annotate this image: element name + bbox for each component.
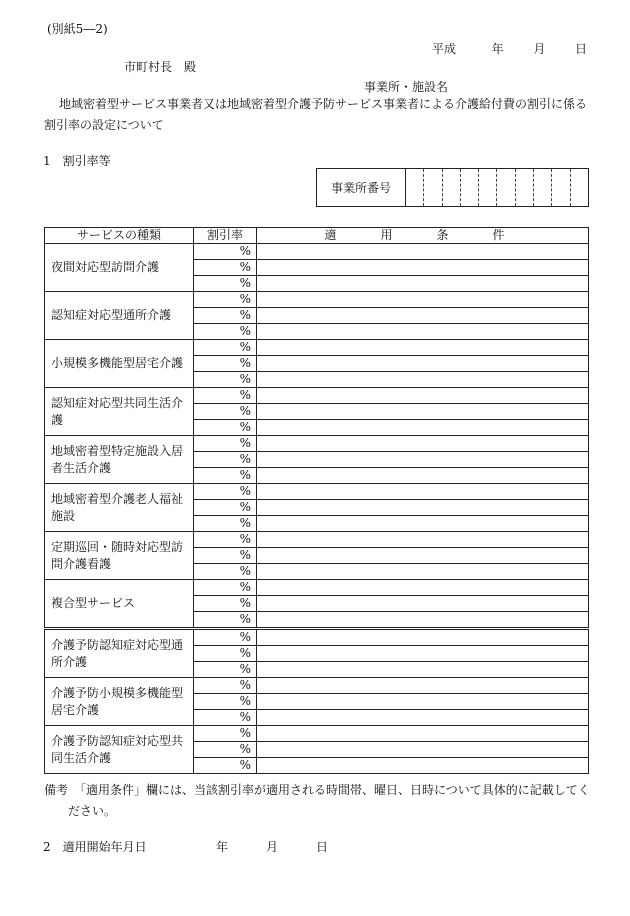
- table-row: [45, 532, 589, 548]
- conditions-header: 適 用 条 件: [257, 228, 589, 244]
- start-year-label: 年: [216, 840, 229, 854]
- discount-rate-cell[interactable]: %: [194, 356, 257, 372]
- condition-cell[interactable]: [257, 646, 589, 662]
- condition-cell[interactable]: [257, 276, 589, 292]
- condition-cell[interactable]: [257, 308, 589, 324]
- condition-cell[interactable]: [257, 500, 589, 516]
- start-month-label: 月: [266, 840, 279, 854]
- addressee: 市町村長 殿: [124, 60, 197, 74]
- condition-cell[interactable]: [257, 324, 589, 340]
- discount-rate-cell[interactable]: %: [194, 548, 257, 564]
- service-type-cell: 介護予防小規模多機能型居宅介護: [45, 678, 194, 726]
- table-row: [45, 629, 589, 646]
- condition-cell[interactable]: [257, 244, 589, 260]
- condition-cell[interactable]: [257, 388, 589, 404]
- condition-cell[interactable]: [257, 532, 589, 548]
- discount-rate-cell[interactable]: %: [194, 452, 257, 468]
- discount-rate-cell[interactable]: %: [194, 484, 257, 500]
- service-type-cell: 地域密着型特定施設入居者生活介護: [45, 436, 194, 484]
- table-row: [45, 678, 589, 694]
- date-era: 平成: [432, 42, 457, 56]
- discount-rate-cell[interactable]: %: [194, 580, 257, 596]
- discount-rate-cell[interactable]: %: [194, 694, 257, 710]
- table-row: [45, 244, 589, 260]
- table-row: [45, 726, 589, 742]
- condition-cell[interactable]: [257, 662, 589, 678]
- condition-cell[interactable]: [257, 612, 589, 629]
- condition-cell[interactable]: [257, 678, 589, 694]
- condition-cell[interactable]: [257, 726, 589, 742]
- condition-cell[interactable]: [257, 372, 589, 388]
- form-number: (別紙5―2): [47, 22, 108, 36]
- service-type-cell: 介護予防認知症対応型共同生活介護: [45, 726, 194, 774]
- condition-cell[interactable]: [257, 420, 589, 436]
- condition-cell[interactable]: [257, 404, 589, 420]
- section-2-title: 2 適用開始年月日: [43, 840, 147, 854]
- table-row: [45, 292, 589, 308]
- discount-rate-cell[interactable]: %: [194, 564, 257, 580]
- office-number-field[interactable]: [316, 168, 589, 207]
- discount-rate-cell[interactable]: %: [194, 292, 257, 308]
- start-date: [216, 838, 328, 855]
- condition-cell[interactable]: [257, 758, 589, 774]
- remarks-note: 備考 「適用条件」欄には、当該割引率が適用される時間帯、曜日、日時について具体的に記載してください。: [44, 783, 590, 818]
- date-year-label: 年: [491, 42, 504, 56]
- service-type-cell: 複合型サービス: [45, 580, 194, 629]
- condition-cell[interactable]: [257, 292, 589, 308]
- discount-rate-cell[interactable]: %: [194, 532, 257, 548]
- discount-rate-cell[interactable]: %: [194, 596, 257, 612]
- submission-date: [432, 40, 587, 57]
- service-type-cell: 認知症対応型通所介護: [45, 292, 194, 340]
- office-number-label: 事業所番号: [317, 169, 406, 206]
- condition-cell[interactable]: [257, 629, 589, 646]
- discount-rate-cell[interactable]: %: [194, 260, 257, 276]
- table-row: [45, 388, 589, 404]
- table-row: [45, 484, 589, 500]
- discount-rate-cell[interactable]: %: [194, 629, 257, 646]
- condition-cell[interactable]: [257, 452, 589, 468]
- discount-rate-cell[interactable]: %: [194, 324, 257, 340]
- discount-rate-cell[interactable]: %: [194, 404, 257, 420]
- condition-cell[interactable]: [257, 436, 589, 452]
- condition-cell[interactable]: [257, 596, 589, 612]
- condition-cell[interactable]: [257, 694, 589, 710]
- condition-cell[interactable]: [257, 548, 589, 564]
- service-type-cell: 地域密着型介護老人福祉施設: [45, 484, 194, 532]
- discount-rate-cell[interactable]: %: [194, 436, 257, 452]
- service-type-cell: 小規模多機能型居宅介護: [45, 340, 194, 388]
- condition-cell[interactable]: [257, 710, 589, 726]
- condition-cell[interactable]: [257, 516, 589, 532]
- discount-rate-cell[interactable]: %: [194, 500, 257, 516]
- section-1-title: 1 割引率等: [43, 154, 111, 168]
- discount-rate-cell[interactable]: %: [194, 340, 257, 356]
- service-type-cell: 認知症対応型共同生活介護: [45, 388, 194, 436]
- discount-rate-cell[interactable]: %: [194, 244, 257, 260]
- condition-cell[interactable]: [257, 564, 589, 580]
- discount-rate-header: 割引率: [194, 228, 257, 244]
- discount-rate-cell[interactable]: %: [194, 678, 257, 694]
- discount-rate-cell[interactable]: %: [194, 308, 257, 324]
- discount-rate-cell[interactable]: %: [194, 468, 257, 484]
- discount-rate-cell[interactable]: %: [194, 420, 257, 436]
- office-name-label: 事業所・施設名: [364, 80, 449, 94]
- discount-rate-cell[interactable]: %: [194, 516, 257, 532]
- table-row: [45, 580, 589, 596]
- table-row: [45, 436, 589, 452]
- table-row: [45, 340, 589, 356]
- discount-rate-cell[interactable]: %: [194, 276, 257, 292]
- condition-cell[interactable]: [257, 580, 589, 596]
- discount-rate-cell[interactable]: %: [194, 742, 257, 758]
- discount-rate-cell[interactable]: %: [194, 646, 257, 662]
- service-type-header: サービスの種類: [45, 228, 194, 244]
- date-day-label: 日: [575, 42, 588, 56]
- condition-cell[interactable]: [257, 356, 589, 372]
- condition-cell[interactable]: [257, 484, 589, 500]
- condition-cell[interactable]: [257, 468, 589, 484]
- condition-cell[interactable]: [257, 340, 589, 356]
- start-day-label: 日: [316, 840, 329, 854]
- discount-rate-cell[interactable]: %: [194, 758, 257, 774]
- condition-cell[interactable]: [257, 742, 589, 758]
- discount-rate-table: [44, 227, 589, 774]
- discount-rate-cell[interactable]: %: [194, 612, 257, 629]
- date-month-label: 月: [533, 42, 546, 56]
- service-type-cell: 定期巡回・随時対応型訪問介護看護: [45, 532, 194, 580]
- discount-rate-cell[interactable]: %: [194, 662, 257, 678]
- office-number-digit-cells[interactable]: [406, 169, 588, 206]
- discount-rate-cell[interactable]: %: [194, 710, 257, 726]
- discount-rate-cell[interactable]: %: [194, 372, 257, 388]
- discount-rate-cell[interactable]: %: [194, 388, 257, 404]
- service-type-cell: 介護予防認知症対応型通所介護: [45, 629, 194, 678]
- service-type-cell: 夜間対応型訪問介護: [45, 244, 194, 292]
- discount-rate-cell[interactable]: %: [194, 726, 257, 742]
- condition-cell[interactable]: [257, 260, 589, 276]
- document-subject: 地域密着型サービス事業者又は地域密着型介護予防サービス事業者による介護給付費の割引に係る割引率の設定について: [44, 97, 588, 132]
